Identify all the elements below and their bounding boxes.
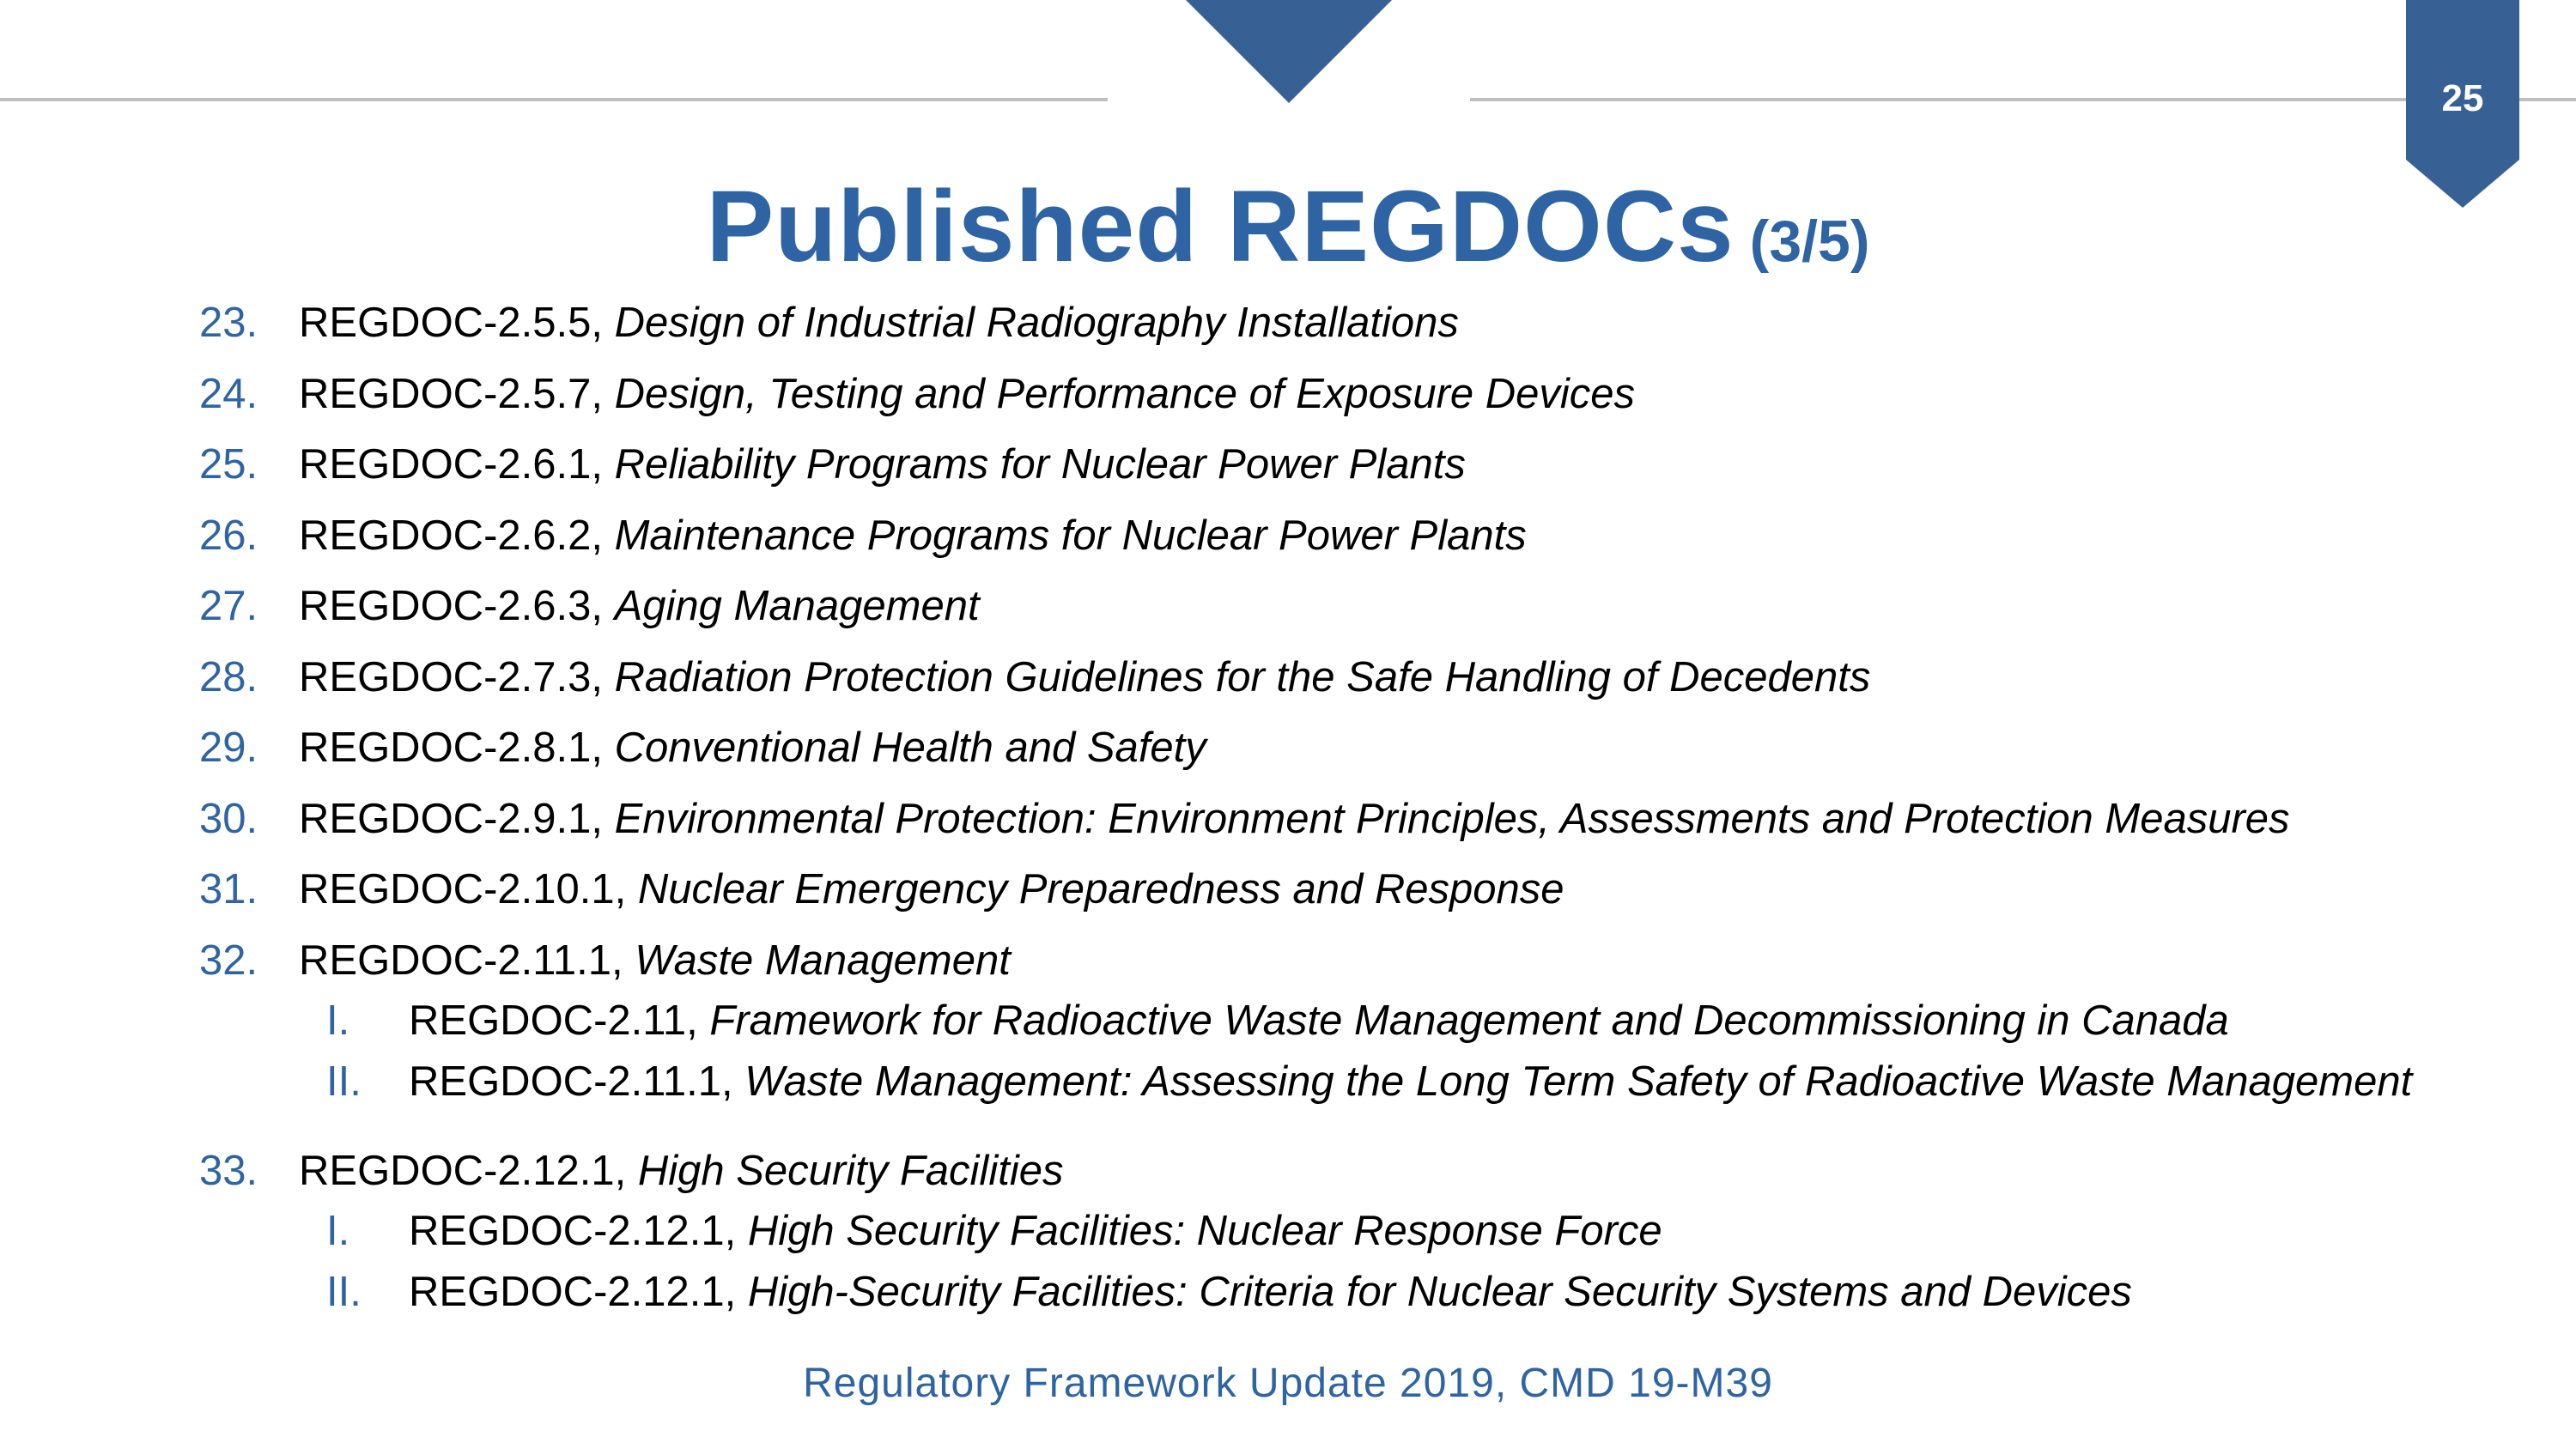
sub-item-numeral: I.: [326, 997, 350, 1044]
regdoc-code: REGDOC-2.12.1,: [409, 1269, 737, 1315]
list-item: [199, 297, 1459, 349]
regdoc-code: REGDOC-2.12.1,: [409, 1208, 737, 1254]
list-item: [199, 722, 1206, 773]
sub-item-numeral: II.: [326, 1269, 361, 1315]
list-item-number: 33.: [199, 1148, 258, 1194]
regdoc-code: REGDOC-2.6.3,: [299, 583, 603, 629]
list-item: [199, 368, 1635, 420]
regdoc-code: REGDOC-2.9.1,: [299, 796, 603, 842]
regdoc-code: REGDOC-2.5.5,: [299, 300, 603, 346]
regdoc-title: Framework for Radioactive Waste Management and Decommissioning in Canada: [709, 997, 2229, 1044]
regdoc-code: REGDOC-2.11.1,: [299, 937, 623, 984]
regdoc-title: Aging Management: [614, 583, 980, 629]
regdoc-code: REGDOC-2.7.3,: [299, 654, 603, 700]
sub-item-numeral: I.: [326, 1208, 350, 1254]
sub-item-numeral: II.: [326, 1058, 361, 1105]
list-item: [199, 864, 1564, 915]
regdoc-title: Environmental Protection: Environment Principles, Assessments and Protection Measures: [614, 796, 2290, 842]
list-item-number: 26.: [199, 512, 258, 559]
slide-title-main: Published REGDOCs: [706, 170, 1735, 283]
list-item: [199, 580, 980, 632]
list-item-number: 29.: [199, 724, 258, 771]
regdoc-title: Nuclear Emergency Preparedness and Response: [637, 866, 1564, 912]
list-item-number: 27.: [199, 583, 258, 629]
regdoc-code: REGDOC-2.6.2,: [299, 512, 603, 559]
regdoc-title: Reliability Programs for Nuclear Power Plants: [614, 441, 1466, 488]
regdoc-title: Radiation Protection Guidelines for the Safe Handling of Decedents: [614, 654, 1871, 700]
list-item-number: 28.: [199, 654, 258, 700]
regdoc-title: Design of Industrial Radiography Installations: [614, 300, 1459, 346]
regdoc-title: Maintenance Programs for Nuclear Power Plants: [614, 512, 1527, 559]
list-item-number: 31.: [199, 866, 258, 912]
list-item-number: 24.: [199, 371, 258, 417]
list-item: [199, 510, 1527, 561]
regdoc-title: Design, Testing and Performance of Exposure Devices: [614, 371, 1636, 417]
sub-list-item: [326, 995, 2229, 1046]
page-number: 25: [2441, 77, 2484, 119]
regdoc-code: REGDOC-2.8.1,: [299, 724, 603, 771]
list-item-number: 30.: [199, 796, 258, 842]
sub-list-item: [326, 1056, 2412, 1107]
regdoc-code: REGDOC-2.6.1,: [299, 441, 603, 488]
list-item: [199, 793, 2290, 845]
regdoc-code: REGDOC-2.10.1,: [299, 866, 627, 912]
regdoc-title: High Security Facilities: Nuclear Response Force: [747, 1208, 1662, 1254]
list-item-number: 32.: [199, 937, 258, 984]
regdoc-code: REGDOC-2.11,: [409, 997, 698, 1044]
list-item-number: 23.: [199, 300, 258, 346]
list-item: [199, 439, 1466, 490]
list-item: [199, 935, 1011, 986]
list-item: [199, 1145, 1063, 1197]
regdoc-code: REGDOC-2.11.1,: [409, 1058, 733, 1105]
regdoc-title: High Security Facilities: [637, 1148, 1064, 1194]
sub-list-item: [326, 1266, 2132, 1318]
sub-list-item: [326, 1205, 1662, 1257]
regdoc-title: Waste Management: Assessing the Long Term Safety of Radioactive Waste Management: [744, 1058, 2413, 1105]
regdoc-code: REGDOC-2.12.1,: [299, 1148, 627, 1194]
regdoc-title: Waste Management: [635, 937, 1011, 984]
list-item: [199, 652, 1870, 703]
slide-footer: Regulatory Framework Update 2019, CMD 19-M39: [803, 1361, 1773, 1406]
regdoc-title: Conventional Health and Safety: [614, 724, 1206, 771]
list-item-number: 25.: [199, 441, 258, 488]
regdoc-code: REGDOC-2.5.7,: [299, 371, 603, 417]
slide-title-suffix: (3/5): [1749, 209, 1870, 274]
regdoc-title: High-Security Facilities: Criteria for Nuclear Security Systems and Devices: [747, 1269, 2132, 1315]
